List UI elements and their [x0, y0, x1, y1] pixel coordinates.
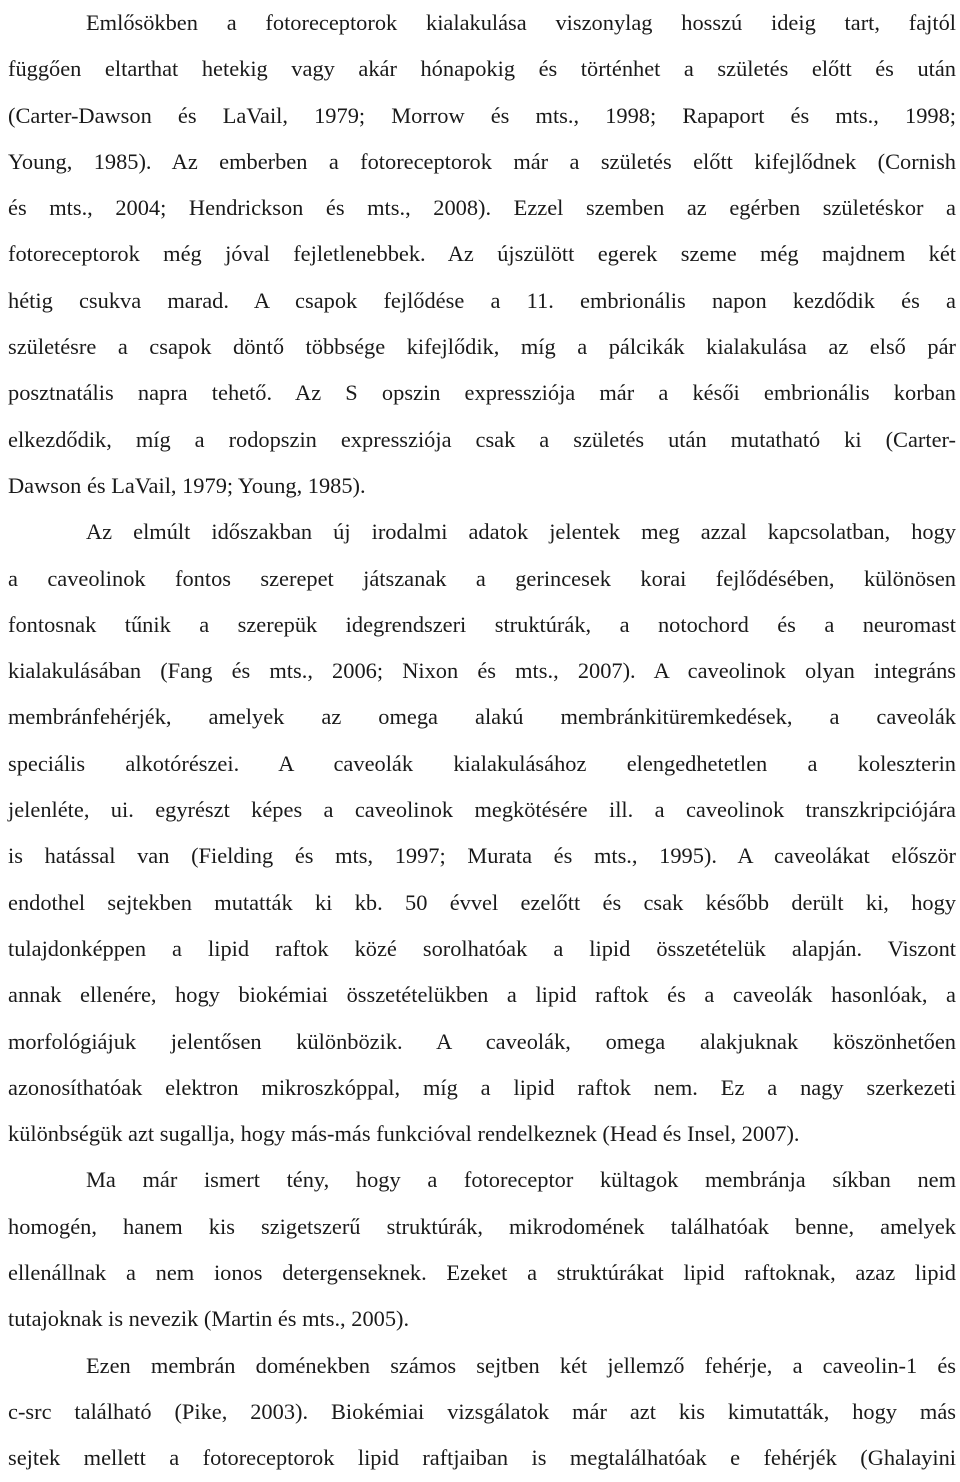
text-line: Ezen membrán doménekben számos sejtben két jellemző fehérje, a caveolin-1 és — [86, 1352, 956, 1378]
text-line: fontosnak tűnik a szerepük idegrendszeri struktúrák, a notochord és a neuromast — [8, 611, 956, 637]
text-line: annak ellenére, hogy biokémiai összetételükben a lipid raftok és a caveolák hasonlóak, a — [8, 982, 956, 1008]
text-line: Az elmúlt időszakban új irodalmi adatok jelentek meg azzal kapcsolatban, hogy — [86, 519, 956, 545]
text-line: is hatással van (Fielding és mts, 1997; Murata és mts., 1995). A caveolákat először — [8, 843, 956, 869]
text-line: c-src található (Pike, 2003). Biokémiai vizsgálatok már azt kis kimutatták, hogy más — [8, 1398, 956, 1424]
text-line: Emlősökben a fotoreceptorok kialakulása viszonylag hosszú ideig tart, fajtól — [86, 10, 956, 35]
text-line: (Carter-Dawson és LaVail, 1979; Morrow és mts., 1998; Rapaport és mts., 1998; — [8, 102, 956, 128]
text-line: tutajoknak is nevezik (Martin és mts., 2005). — [8, 1306, 410, 1332]
text-line: sejtek mellett a fotoreceptorok lipid raftjaiban is megtalálhatóak e fehérjék (Ghalayini — [8, 1445, 956, 1471]
paragraph-photoreceptor-development — [8, 0, 956, 509]
text-line: azonosíthatóak elektron mikroszkóppal, míg a lipid raftok nem. Ez a nagy szerkezeti — [8, 1074, 956, 1100]
text-line: morfológiájuk jelentősen különbözik. A caveolák, omega alakjuknak köszönhetően — [8, 1028, 956, 1054]
text-line: függően eltarthat hetekig vagy akár hónapokig és történhet a születés előtt és után — [8, 56, 956, 82]
text-line: membránfehérjék, amelyek az omega alakú membránkitüremkedések, a caveolák — [8, 704, 956, 730]
paragraph-caveolins — [8, 509, 956, 1157]
text-line: endothel sejtekben mutatták ki kb. 50 évvel ezelőtt és csak később derült ki, hogy — [8, 889, 956, 915]
paragraph-lipid-rafts — [8, 1157, 956, 1342]
document-page — [8, 0, 956, 1482]
text-line: és mts., 2004; Hendrickson és mts., 2008). Ezzel szemben az egérben születéskor a — [8, 195, 956, 221]
text-line: posztnatális napra tehető. Az S opszin expressziója már a késői embrionális korban — [8, 380, 956, 406]
text-line: Young, 1985). Az emberben a fotoreceptorok már a születés előtt kifejlődnek (Cornish — [8, 148, 956, 174]
text-line: jelenléte, ui. egyrészt képes a caveolinok megkötésére ill. a caveolinok transzkripciójára — [8, 797, 956, 823]
text-line: hétig csukva marad. A csapok fejlődése a 11. embrionális napon kezdődik és a — [8, 287, 956, 313]
text-line: tulajdonképpen a lipid raftok közé sorolhatóak a lipid összetételük alapján. Viszont — [8, 935, 956, 961]
text-line: homogén, hanem kis szigetszerű struktúrák, mikrodomének találhatóak benne, amelyek — [8, 1213, 956, 1239]
text-line: Dawson és LaVail, 1979; Young, 1985). — [8, 472, 366, 498]
text-line: ellenállnak a nem ionos detergenseknek. Ezeket a struktúrákat lipid raftoknak, azaz lipid — [8, 1260, 956, 1286]
text-line: különbségük azt sugallja, hogy más-más funkcióval rendelkeznek (Head és Insel, 2007). — [8, 1121, 800, 1147]
text-line: kialakulásában (Fang és mts., 2006; Nixon és mts., 2007). A caveolinok olyan integráns — [8, 658, 956, 684]
text-line: elkezdődik, míg a rodopszin expressziója csak a születés után mutatható ki (Carter- — [8, 426, 956, 452]
paragraph-membrane-domains — [8, 1343, 956, 1482]
text-line: a caveolinok fontos szerepet játszanak a gerincesek korai fejlődésében, különösen — [8, 565, 956, 591]
text-line: speciális alkotórészei. A caveolák kialakulásához elengedhetetlen a koleszterin — [8, 750, 956, 776]
text-line: fotoreceptorok még jóval fejletlenebbek. Az újszülött egerek szeme még majdnem két — [8, 241, 956, 267]
text-line: születésre a csapok döntő többsége kifejlődik, míg a pálcikák kialakulása az első pár — [8, 334, 956, 360]
text-line: Ma már ismert tény, hogy a fotoreceptor kültagok membránja síkban nem — [86, 1167, 956, 1193]
